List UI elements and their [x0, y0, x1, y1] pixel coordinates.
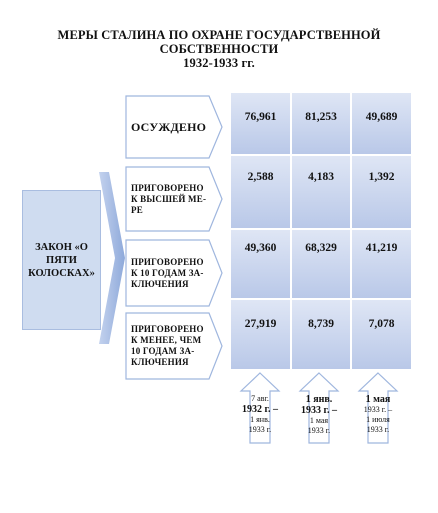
period-end-day: 1 июля: [366, 415, 390, 424]
period-start-day: 1 мая: [365, 394, 391, 405]
table-cell: 2,588: [230, 155, 291, 229]
law-label: ЗАКОН «О ПЯТИ КОЛОСКАХ»: [28, 241, 95, 279]
category-less-than-ten: [125, 312, 223, 380]
period-label: [350, 394, 406, 435]
data-grid: [230, 92, 412, 370]
category-label: ОСУЖДЕНО: [131, 120, 207, 134]
table-cell: 76,961: [230, 92, 291, 155]
title-line-2: СОБСТВЕННОСТИ: [159, 42, 279, 56]
period-label: [291, 394, 347, 436]
category-death-penalty: [125, 166, 223, 232]
table-cell: 27,919: [230, 299, 291, 370]
period-start-day: 1 янв.: [305, 394, 333, 405]
table-cell: 49,360: [230, 229, 291, 299]
category-label: ПРИГОВОРЕНО К 10 ГОДАМ ЗА-КЛЮЧЕНИЯ: [131, 256, 204, 289]
category-convicted: [125, 95, 223, 159]
page-title: [0, 28, 438, 70]
title-line-3: 1932-1933 гг.: [183, 56, 255, 70]
category-label: ПРИГОВОРЕНО К ВЫСШЕЙ МЕ-РЕ: [131, 182, 207, 215]
period-start-year: 1933 г. –: [301, 405, 337, 416]
table-cell: 1,392: [351, 155, 412, 229]
table-cell: 8,739: [291, 299, 351, 370]
period-end-year: 1933 г.: [248, 425, 272, 434]
category-label: ПРИГОВОРЕНО К МЕНЕЕ, ЧЕМ 10 ГОДАМ ЗА-КЛЮЧЕНИЯ: [131, 324, 204, 367]
table-cell: 81,253: [291, 92, 351, 155]
period-start-year: 1932 г. –: [242, 404, 278, 415]
period-end-day: 1 янв.: [250, 415, 270, 424]
period-start-day: 7 авг.: [251, 394, 269, 403]
table-cell: 41,219: [351, 229, 412, 299]
law-arrow-icon: [99, 172, 125, 344]
category-ten-years: [125, 239, 223, 307]
table-cell: 49,689: [351, 92, 412, 155]
period-end-year: 1933 г.: [366, 425, 390, 434]
law-box: [21, 189, 102, 331]
table-cell: 4,183: [291, 155, 351, 229]
period-end-day: 1 мая: [309, 416, 329, 425]
period-start-year: 1933 г. –: [363, 405, 393, 414]
period-label: [232, 394, 288, 435]
period-end-year: 1933 г.: [307, 426, 331, 435]
table-cell: 7,078: [351, 299, 412, 370]
table-cell: 68,329: [291, 229, 351, 299]
period-3: [350, 372, 406, 444]
title-line-1: МЕРЫ СТАЛИНА ПО ОХРАНЕ ГОСУДАРСТВЕННОЙ: [57, 28, 381, 42]
period-2: [291, 372, 347, 444]
period-1: [232, 372, 288, 444]
